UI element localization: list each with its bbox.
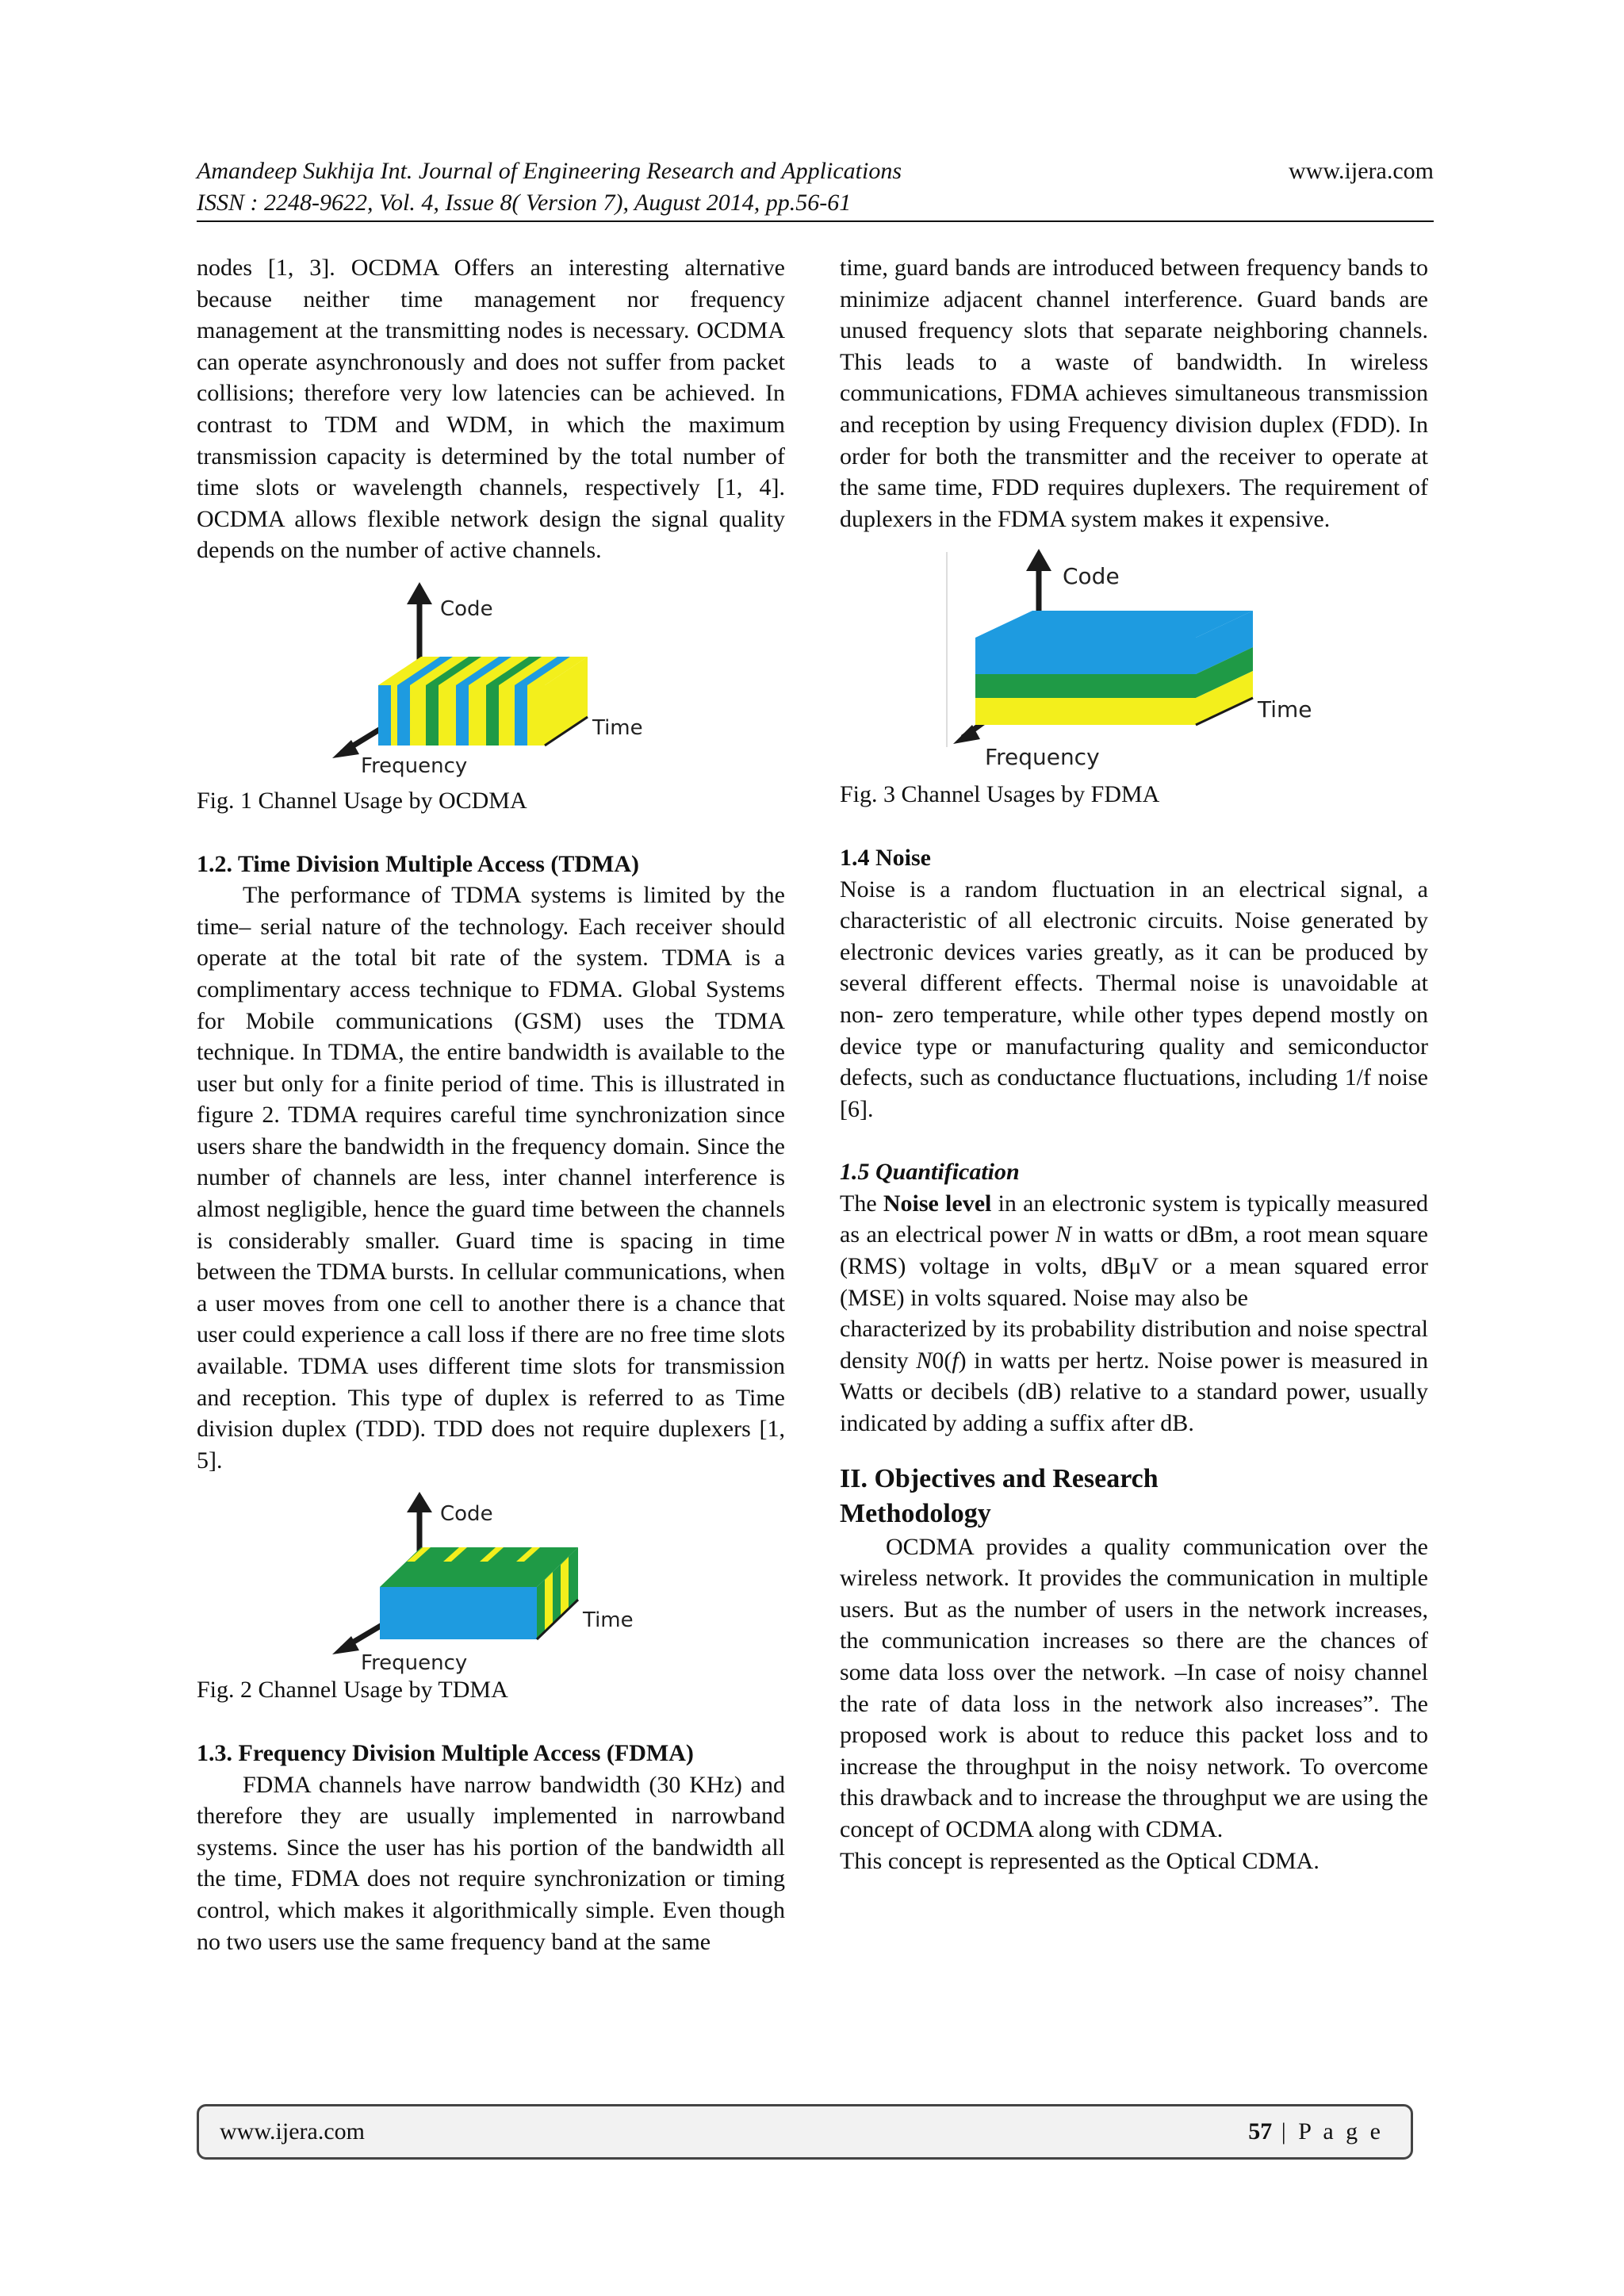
frequency-axis-label: Frequency (985, 744, 1100, 771)
page-number: 57 | P a g e (1248, 2118, 1384, 2145)
code-axis-label: Code (440, 596, 493, 621)
time-axis-label: Time (1258, 696, 1312, 723)
figure-ocdma (324, 582, 657, 785)
running-header (197, 155, 1434, 219)
figure-3-caption: Fig. 3 Channel Usages by FDMA (840, 781, 1160, 808)
frequency-axis-label: Frequency (361, 1651, 468, 1675)
figure-fdma (944, 549, 1324, 779)
figure-1-caption: Fig. 1 Channel Usage by OCDMA (197, 787, 527, 814)
paragraph-quantification: The Noise level in an electronic system is typically measured as an electrical power N in watts or dBm, a root mean square (RMS) voltage in volts, dBμV or a mean squared error (MSE) in volts squared. Noise may also be (840, 1190, 1429, 1311)
time-axis-label: Time (583, 1608, 634, 1633)
paragraph-ocdma-intro: nodes [1, 3]. OCDMA Offers an interesting alternative because neither time management nor frequency management at the transmitting nodes is necessary. OCDMA can operate asynchronously and does not suffer from packet collisions; therefore very low latencies can be achieved. In contrast to TDM and WDM, in which the maximum transmission capacity is determined by the total number of time slots or wavelength channels, respectively [1, 4]. OCDMA allows flexible network design the signal quality depends on the number of active channels. (197, 255, 785, 564)
paragraph-objectives: OCDMA provides a quality communication over the wireless network. It provides the communication in multiple users. But as the number of users in the network increases, the communication increases so there are the chances of some data loss over the network. –In case of noisy channel the rate of data loss in the network also increases”. The proposed work is about to reduce this packet loss and to increase the throughput in the noisy network. To overcome this drawback and to increase the throughput we are using the concept of OCDMA along with CDMA. (840, 1533, 1428, 1842)
section-1-5-heading: 1.5 Quantification (840, 1159, 1020, 1186)
paragraph-fdma-continued: time, guard bands are introduced between frequency bands to minimize adjacent channel interference. Guard bands are unused frequency slots that separate neighboring channels. This leads to a waste of bandwidth. In wireless communications, FDMA achieves simultaneous transmission and reception by using Frequency division duplex (FDD). In order for both the transmitter and the receiver to operate at the same time, FDD requires duplexers. The requirement of duplexers in the FDMA system makes it expensive. (840, 255, 1428, 532)
section-2-heading: II. Objectives and Research Methodology (840, 1463, 1159, 1528)
noise-level-term: Noise level (883, 1190, 992, 1217)
section-1-3-heading: 1.3. Frequency Division Multiple Access (FDMA) (197, 1740, 694, 1766)
paragraph-tdma: The performance of TDMA systems is limited by the time– serial nature of the technology. Each receiver should operate at the total bit rate of the system. TDMA is a complimentary access technique to FDMA. Global Systems for Mobile communications (GSM) uses the TDMA technique. In TDMA, the entire bandwidth is available to the user but only for a finite period of time. This is illustrated in figure 2. TDMA requires careful time synchronization since users share the bandwidth in the frequency domain. Since the number of channels are less, inter channel interference is almost negligible, hence the guard time between the channels is considerably smaller. Guard time is spacing in time between the TDMA bursts. In cellular communications, when a user moves from one cell to another there is a chance that user could experience a call loss if there are no free time slots available. TDMA uses different time slots for transmission and reception. This type of duplex is referred to as Time division duplex (TDD). TDD does not require duplexers [1, 5]. (197, 882, 785, 1474)
time-axis-label: Time (592, 715, 643, 740)
section-1-2-heading: 1.2. Time Division Multiple Access (TDMA) (197, 850, 640, 877)
code-axis-label: Code (1063, 563, 1120, 590)
figure-2-caption: Fig. 2 Channel Usage by TDMA (197, 1677, 508, 1704)
paragraph-noise: Noise is a random fluctuation in an electrical signal, a characteristic of all electronic circuits. Noise generated by electronic devices varies greatly, as it can be produced by several different effects. Thermal noise is unavoidable at non- zero temperature, while other types depend mostly on device type or manufacturing quality and semiconductor defects, such as conductance fluctuations, including 1/f noise [6]. (840, 876, 1428, 1122)
header-site-link[interactable]: www.ijera.com (1289, 158, 1434, 184)
right-column (840, 252, 1428, 1876)
fdma-box (975, 611, 1253, 725)
left-column (197, 252, 785, 1957)
header-rule (197, 220, 1434, 222)
section-1-4-heading: 1.4 Noise (840, 844, 931, 871)
paragraph-fdma: FDMA channels have narrow bandwidth (30 KHz) and therefore they are usually implemented in narrowband systems. Since the user has his portion of the bandwidth all the time, FDMA does not require synchronization or timing control, which makes it algorithmically simple. Even though no two users use the same frequency band at the same (197, 1771, 785, 1955)
issn-line: ISSN : 2248-9622, Vol. 4, Issue 8( Version 7), August 2014, pp.56-61 (197, 190, 852, 216)
footer-site-link[interactable]: www.ijera.com (220, 2118, 365, 2145)
frequency-axis-label: Frequency (361, 753, 468, 778)
figure-tdma (324, 1492, 657, 1674)
page-footer (197, 2104, 1413, 2160)
journal-citation: Amandeep Sukhija Int. Journal of Engineering Research and Applications (197, 158, 902, 184)
paragraph-optical-cdma: This concept is represented as the Optical CDMA. (840, 1847, 1320, 1874)
paragraph-quantification-continued: characterized by its probability distribution and noise spectral density N0(f) in watts per hertz. Noise power is measured in Watts or decibels (dB) relative to a standard power, usually indicated by adding a suffix after dB. (840, 1316, 1428, 1437)
code-axis-label: Code (440, 1502, 493, 1527)
